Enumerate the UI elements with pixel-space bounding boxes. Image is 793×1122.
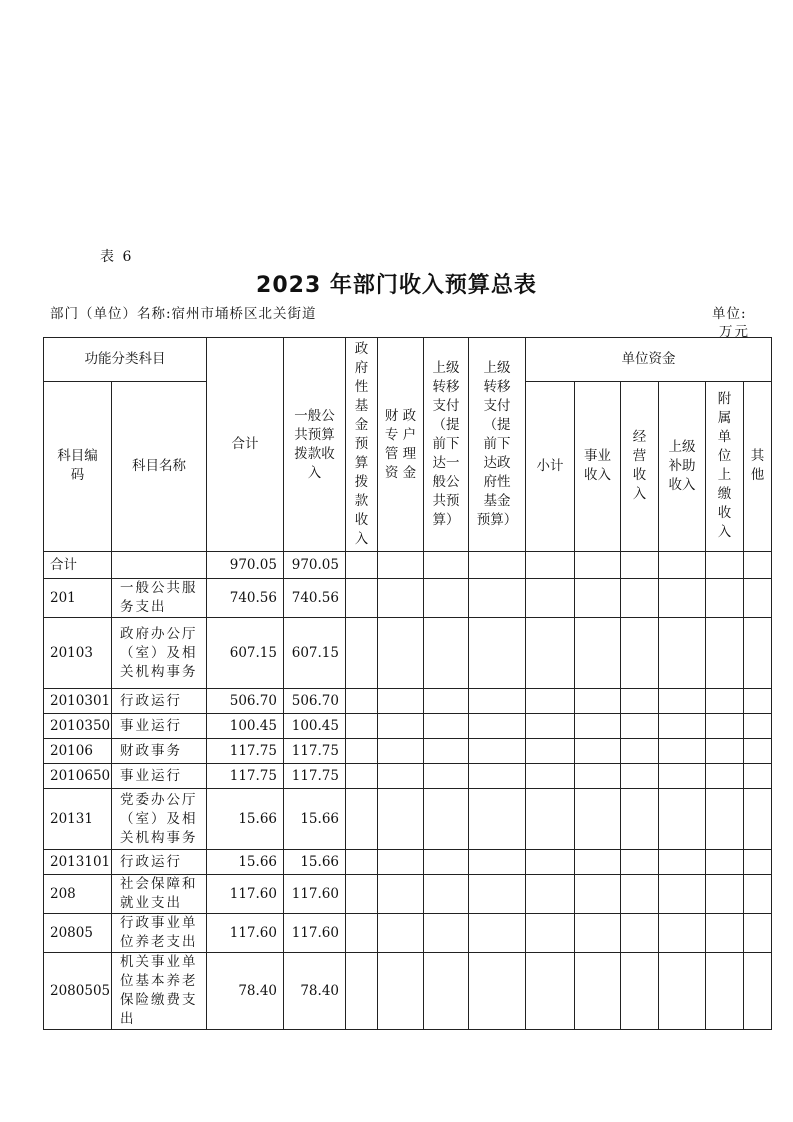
- cell-empty: [659, 789, 706, 850]
- cell-empty: [575, 789, 621, 850]
- header-line: 基金: [483, 493, 511, 509]
- table-number: 表 6: [100, 249, 134, 265]
- unit-label: 单位:: [712, 306, 747, 322]
- cell-empty: [744, 618, 772, 689]
- cell-empty: [424, 714, 469, 739]
- cell-name-line: 关机构事务: [120, 829, 198, 846]
- header-char: 入: [354, 531, 369, 547]
- cell-empty: [526, 739, 575, 764]
- cell-empty: [526, 552, 575, 579]
- table-row: [44, 850, 772, 875]
- cell-name: [112, 875, 207, 914]
- cell-empty: [469, 953, 526, 1030]
- cell-general: 970.05: [284, 552, 346, 579]
- header-char: 预: [354, 436, 369, 452]
- header-line: 上级: [432, 360, 460, 376]
- header-char: 入: [717, 524, 732, 541]
- cell-code: 2013101: [44, 850, 112, 875]
- cell-total: 15.66: [207, 850, 284, 875]
- cell-empty: [346, 579, 378, 618]
- cell-empty: [621, 739, 659, 764]
- cell-empty: [526, 689, 575, 714]
- cell-general: 100.45: [284, 714, 346, 739]
- header-char: 属: [717, 410, 732, 427]
- cell-empty: [346, 618, 378, 689]
- cell-empty: [469, 689, 526, 714]
- cell-general: 117.75: [284, 739, 346, 764]
- cell-empty: [526, 579, 575, 618]
- table-row: [44, 789, 772, 850]
- cell-empty: [706, 689, 744, 714]
- cell-empty: [575, 579, 621, 618]
- cell-empty: [744, 953, 772, 1030]
- cell-empty: [424, 739, 469, 764]
- header-line: 上级: [668, 438, 696, 455]
- cell-name: [112, 764, 207, 789]
- cell-empty: [526, 875, 575, 914]
- cell-empty: [346, 552, 378, 579]
- cell-empty: [744, 789, 772, 850]
- header-func-class: 功能分类科目: [44, 338, 207, 382]
- cell-total: 607.15: [207, 618, 284, 689]
- header-line: 管 理: [384, 445, 417, 462]
- cell-name-line: 行政运行: [120, 692, 182, 709]
- cell-general: 607.15: [284, 618, 346, 689]
- cell-empty: [469, 914, 526, 953]
- cell-empty: [378, 714, 424, 739]
- header-char: 单: [717, 429, 732, 446]
- cell-empty: [706, 850, 744, 875]
- cell-empty: [526, 618, 575, 689]
- cell-empty: [469, 714, 526, 739]
- cell-empty: [621, 953, 659, 1030]
- cell-empty: [706, 552, 744, 579]
- cell-empty: [659, 953, 706, 1030]
- cell-empty: [575, 739, 621, 764]
- header-line: 府性: [483, 474, 511, 490]
- header-line: 经: [632, 429, 647, 446]
- cell-code: 2010350: [44, 714, 112, 739]
- table-row: [44, 875, 772, 914]
- cell-empty: [706, 953, 744, 1030]
- header-char: 拨: [354, 474, 369, 490]
- unit-value: 万元: [719, 324, 750, 340]
- header-line: 其: [750, 448, 765, 465]
- cell-empty: [378, 875, 424, 914]
- cell-empty: [378, 579, 424, 618]
- cell-empty: [378, 789, 424, 850]
- cell-empty: [424, 953, 469, 1030]
- cell-empty: [469, 739, 526, 764]
- table-row: [44, 579, 772, 618]
- cell-empty: [469, 850, 526, 875]
- cell-empty: [526, 850, 575, 875]
- cell-name-line: 关机构事务: [120, 663, 198, 680]
- cell-empty: [744, 552, 772, 579]
- cell-empty: [526, 714, 575, 739]
- cell-name-line: （室）及相: [120, 810, 198, 827]
- table-row: [44, 618, 772, 689]
- cell-general: 740.56: [284, 579, 346, 618]
- header-line: 事业: [584, 448, 611, 465]
- cell-code: 20805: [44, 914, 112, 953]
- cell-empty: [346, 875, 378, 914]
- cell-name-line: 政府办公厅: [120, 625, 198, 642]
- header-line: 码: [70, 467, 85, 484]
- cell-empty: [346, 789, 378, 850]
- cell-name: [112, 850, 207, 875]
- header-line: 科目编: [57, 448, 98, 465]
- table-row: [44, 739, 772, 764]
- cell-empty: [575, 689, 621, 714]
- cell-code: 201: [44, 579, 112, 618]
- header-line: 拨款收: [294, 445, 335, 462]
- cell-empty: [378, 618, 424, 689]
- header-line: 营: [632, 448, 647, 465]
- cell-empty: [621, 764, 659, 789]
- cell-name-line: 位养老支出: [120, 934, 198, 950]
- cell-name: [112, 714, 207, 739]
- cell-empty: [469, 764, 526, 789]
- cell-empty: [469, 552, 526, 579]
- header-line: 收: [632, 467, 647, 484]
- header-char: 政: [354, 341, 369, 357]
- cell-general: 117.75: [284, 764, 346, 789]
- cell-empty: [744, 764, 772, 789]
- cell-empty: [744, 714, 772, 739]
- cell-empty: [526, 764, 575, 789]
- cell-empty: [469, 789, 526, 850]
- cell-empty: [346, 953, 378, 1030]
- cell-empty: [424, 618, 469, 689]
- table-row: [44, 764, 772, 789]
- header-line: （提: [432, 417, 460, 433]
- header-fiscal: [378, 338, 424, 552]
- cell-name-line: 行政事业单: [120, 915, 198, 931]
- cell-code: 2080505: [44, 953, 112, 1030]
- cell-empty: [621, 914, 659, 953]
- header-line: 入: [307, 464, 322, 481]
- header-line: 支付: [432, 398, 460, 414]
- header-char: 府: [354, 360, 369, 376]
- cell-code: 208: [44, 875, 112, 914]
- cell-general: 117.60: [284, 914, 346, 953]
- cell-empty: [378, 739, 424, 764]
- header-line: 转移: [483, 379, 511, 395]
- header-line: 入: [632, 486, 647, 503]
- cell-empty: [621, 714, 659, 739]
- header-line: 转移: [432, 379, 460, 395]
- cell-name-line: 务支出: [120, 599, 167, 615]
- cell-empty: [378, 689, 424, 714]
- cell-empty: [621, 618, 659, 689]
- page-title: 2023 年部门收入预算总表: [256, 273, 537, 298]
- header-line: 收入: [668, 476, 696, 493]
- cell-code: 20131: [44, 789, 112, 850]
- cell-empty: [659, 714, 706, 739]
- cell-general: 15.66: [284, 850, 346, 875]
- cell-name-line: 位基本养老: [120, 973, 198, 989]
- cell-code: 20106: [44, 739, 112, 764]
- cell-empty: [706, 875, 744, 914]
- cell-empty: [744, 689, 772, 714]
- header-char: 基: [354, 398, 369, 414]
- cell-empty: [706, 618, 744, 689]
- cell-code: 20103: [44, 618, 112, 689]
- header-line: 资 金: [384, 464, 417, 481]
- cell-empty: [424, 850, 469, 875]
- cell-empty: [526, 914, 575, 953]
- table-row: [44, 689, 772, 714]
- header-line: 前下: [483, 436, 511, 452]
- header-char: 位: [717, 448, 732, 465]
- header-line: 支付: [483, 398, 511, 414]
- cell-name-line: 就业支出: [120, 895, 182, 911]
- header-char: 收: [354, 512, 369, 528]
- cell-empty: [469, 618, 526, 689]
- header-line: （提: [483, 417, 511, 433]
- cell-empty: [744, 875, 772, 914]
- cell-empty: [424, 689, 469, 714]
- header-line: 财 政: [384, 407, 417, 424]
- cell-empty: [378, 953, 424, 1030]
- cell-code: 2010301: [44, 689, 112, 714]
- header-code: [44, 381, 112, 551]
- cell-empty: [706, 914, 744, 953]
- table-row: [44, 953, 772, 1030]
- cell-empty: [744, 579, 772, 618]
- cell-empty: [706, 739, 744, 764]
- table-row: [44, 714, 772, 739]
- department-label: 部门（单位）名称:宿州市埇桥区北关街道: [50, 306, 317, 322]
- header-line: 算）: [432, 512, 460, 528]
- cell-empty: [706, 789, 744, 850]
- header-line: 般公: [432, 474, 460, 490]
- cell-empty: [378, 764, 424, 789]
- header-char: 性: [354, 379, 369, 395]
- header-superior: [659, 381, 706, 551]
- cell-name-line: 一般公共服: [120, 580, 198, 596]
- header-line: 共预算: [294, 426, 335, 443]
- cell-total: 117.75: [207, 739, 284, 764]
- cell-empty: [659, 552, 706, 579]
- header-transfer-general: [424, 338, 469, 552]
- cell-name: [112, 689, 207, 714]
- cell-empty: [659, 875, 706, 914]
- cell-empty: [469, 579, 526, 618]
- cell-empty: [621, 850, 659, 875]
- cell-empty: [621, 579, 659, 618]
- cell-name: [112, 789, 207, 850]
- header-char: 附: [717, 391, 732, 408]
- header-char: 上: [717, 467, 732, 484]
- header-unit-funds: 单位资金: [526, 338, 772, 382]
- cell-empty: [575, 875, 621, 914]
- header-operating: [621, 381, 659, 551]
- cell-empty: [346, 914, 378, 953]
- cell-general: 117.60: [284, 875, 346, 914]
- cell-total: 506.70: [207, 689, 284, 714]
- cell-empty: [575, 618, 621, 689]
- header-transfer-fund: [469, 338, 526, 552]
- cell-empty: [424, 789, 469, 850]
- cell-empty: [378, 914, 424, 953]
- cell-empty: [424, 875, 469, 914]
- header-line: 补助: [668, 457, 696, 474]
- header-line: 收入: [584, 467, 611, 484]
- cell-empty: [744, 739, 772, 764]
- cell-empty: [659, 618, 706, 689]
- cell-total: 117.60: [207, 875, 284, 914]
- cell-name: [112, 739, 207, 764]
- cell-empty: [706, 764, 744, 789]
- cell-name-line: 事业运行: [120, 717, 182, 734]
- header-char: 收: [717, 505, 732, 522]
- cell-empty: [621, 552, 659, 579]
- header-business: [575, 381, 621, 551]
- cell-name-line: 机关事业单: [120, 954, 198, 970]
- cell-empty: [378, 850, 424, 875]
- header-name: 科目名称: [112, 381, 207, 551]
- table-row: [44, 914, 772, 953]
- header-line: 共预: [432, 493, 460, 509]
- cell-total: 78.40: [207, 953, 284, 1030]
- header-char: 算: [354, 455, 369, 471]
- cell-name: [112, 552, 207, 579]
- header-line: 达一: [432, 455, 460, 471]
- header-line: 他: [750, 467, 765, 484]
- header-affiliated: [706, 381, 744, 551]
- cell-general: 78.40: [284, 953, 346, 1030]
- cell-code: 合计: [44, 552, 112, 579]
- cell-total: 100.45: [207, 714, 284, 739]
- cell-empty: [575, 714, 621, 739]
- cell-total: 117.75: [207, 764, 284, 789]
- cell-name: [112, 953, 207, 1030]
- cell-name: [112, 579, 207, 618]
- cell-empty: [744, 850, 772, 875]
- cell-empty: [346, 714, 378, 739]
- header-line: 前下: [432, 436, 460, 452]
- cell-empty: [659, 914, 706, 953]
- cell-empty: [346, 764, 378, 789]
- cell-empty: [706, 714, 744, 739]
- cell-name-line: 党委办公厅: [120, 791, 198, 808]
- header-line: 达政: [483, 455, 511, 471]
- header-gov-fund: [346, 338, 378, 552]
- header-general: [284, 338, 346, 552]
- cell-empty: [526, 789, 575, 850]
- cell-empty: [378, 552, 424, 579]
- cell-empty: [659, 850, 706, 875]
- cell-empty: [621, 875, 659, 914]
- header-char: 金: [354, 417, 369, 433]
- header-line: 专 户: [384, 426, 417, 443]
- cell-name-line: 出: [120, 1011, 136, 1027]
- header-line: 上级: [483, 360, 511, 376]
- cell-empty: [744, 914, 772, 953]
- cell-name-line: 行政运行: [120, 853, 182, 870]
- cell-empty: [575, 953, 621, 1030]
- cell-empty: [706, 579, 744, 618]
- cell-empty: [659, 764, 706, 789]
- budget-table: [43, 337, 772, 1030]
- cell-name-line: 社会保障和: [120, 876, 198, 892]
- header-line: 预算）: [476, 512, 518, 528]
- table-row: [44, 552, 772, 579]
- header-subtotal: 小计: [526, 381, 575, 551]
- cell-total: 15.66: [207, 789, 284, 850]
- cell-code: 2010650: [44, 764, 112, 789]
- cell-empty: [469, 875, 526, 914]
- cell-empty: [424, 552, 469, 579]
- cell-name: [112, 618, 207, 689]
- cell-empty: [346, 739, 378, 764]
- cell-empty: [659, 579, 706, 618]
- cell-empty: [346, 689, 378, 714]
- cell-name-line: 财政事务: [120, 742, 182, 759]
- cell-empty: [424, 914, 469, 953]
- header-char: 款: [354, 493, 369, 509]
- cell-empty: [659, 689, 706, 714]
- cell-total: 117.60: [207, 914, 284, 953]
- cell-empty: [575, 764, 621, 789]
- cell-empty: [621, 689, 659, 714]
- header-total: 合计: [207, 338, 284, 552]
- cell-empty: [575, 552, 621, 579]
- cell-empty: [575, 914, 621, 953]
- cell-name-line: （室）及相: [120, 644, 198, 661]
- cell-empty: [346, 850, 378, 875]
- cell-name-line: 保险缴费支: [120, 992, 198, 1008]
- header-char: 缴: [717, 486, 732, 503]
- cell-name-line: 事业运行: [120, 767, 182, 784]
- cell-name: [112, 914, 207, 953]
- cell-empty: [424, 764, 469, 789]
- cell-empty: [621, 789, 659, 850]
- cell-total: 740.56: [207, 579, 284, 618]
- cell-empty: [575, 850, 621, 875]
- header-other: [744, 381, 772, 551]
- cell-total: 970.05: [207, 552, 284, 579]
- cell-empty: [526, 953, 575, 1030]
- cell-general: 15.66: [284, 789, 346, 850]
- cell-general: 506.70: [284, 689, 346, 714]
- header-line: 一般公: [294, 407, 335, 424]
- cell-empty: [659, 739, 706, 764]
- cell-empty: [424, 579, 469, 618]
